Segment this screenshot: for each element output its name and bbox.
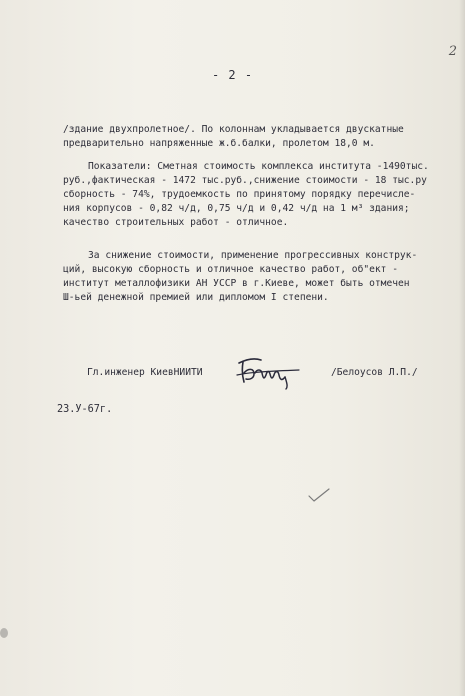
text-line: ния корпусов - 0,82 ч/д, 0,75 ч/д и 0,42 ч/д на 1 м³ здания; <box>63 203 410 214</box>
text-line: Показатели: Сметная стоимость комплекса института -1490тыс. <box>88 161 429 172</box>
text-line: ций, высокую сборность и отличное качество работ, об"ект - <box>63 264 399 275</box>
text-line: предварительно напряженные ж.б.балки, пролетом 18,0 м. <box>63 138 375 149</box>
handwritten-signature-icon <box>233 353 305 391</box>
corner-page-mark: 2 <box>448 44 457 59</box>
page-number: - 2 - <box>211 68 254 82</box>
signatory-position: Гл.инженер КиевНИИТИ <box>87 367 203 378</box>
text-line: сборность - 74%, трудоемкость по принятому порядку перечисле- <box>63 189 416 200</box>
text-line: руб.,фактическая - 1472 тыс.руб.,снижение стоимости - 18 тыс.ру <box>63 175 427 186</box>
text-line: Ш-ьей денежной премией или дипломом I степени. <box>63 292 329 303</box>
text-line: институт металлофизики АН УССР в г.Киеве, может быть отмечен <box>63 278 410 289</box>
ink-smudge <box>0 628 8 638</box>
document-date: 23.У-67г. <box>57 404 113 415</box>
text-line: качество строительных работ - отличное. <box>63 217 289 228</box>
signatory-name: /Белоусов Л.П./ <box>331 367 418 378</box>
text-line: /здание двухпролетное/. По колоннам укладывается двускатные <box>63 124 404 135</box>
pencil-tick-icon <box>306 487 332 503</box>
page-edge-shadow <box>459 0 465 696</box>
text-line: За снижение стоимости, применение прогрессивных конструк- <box>88 250 418 261</box>
